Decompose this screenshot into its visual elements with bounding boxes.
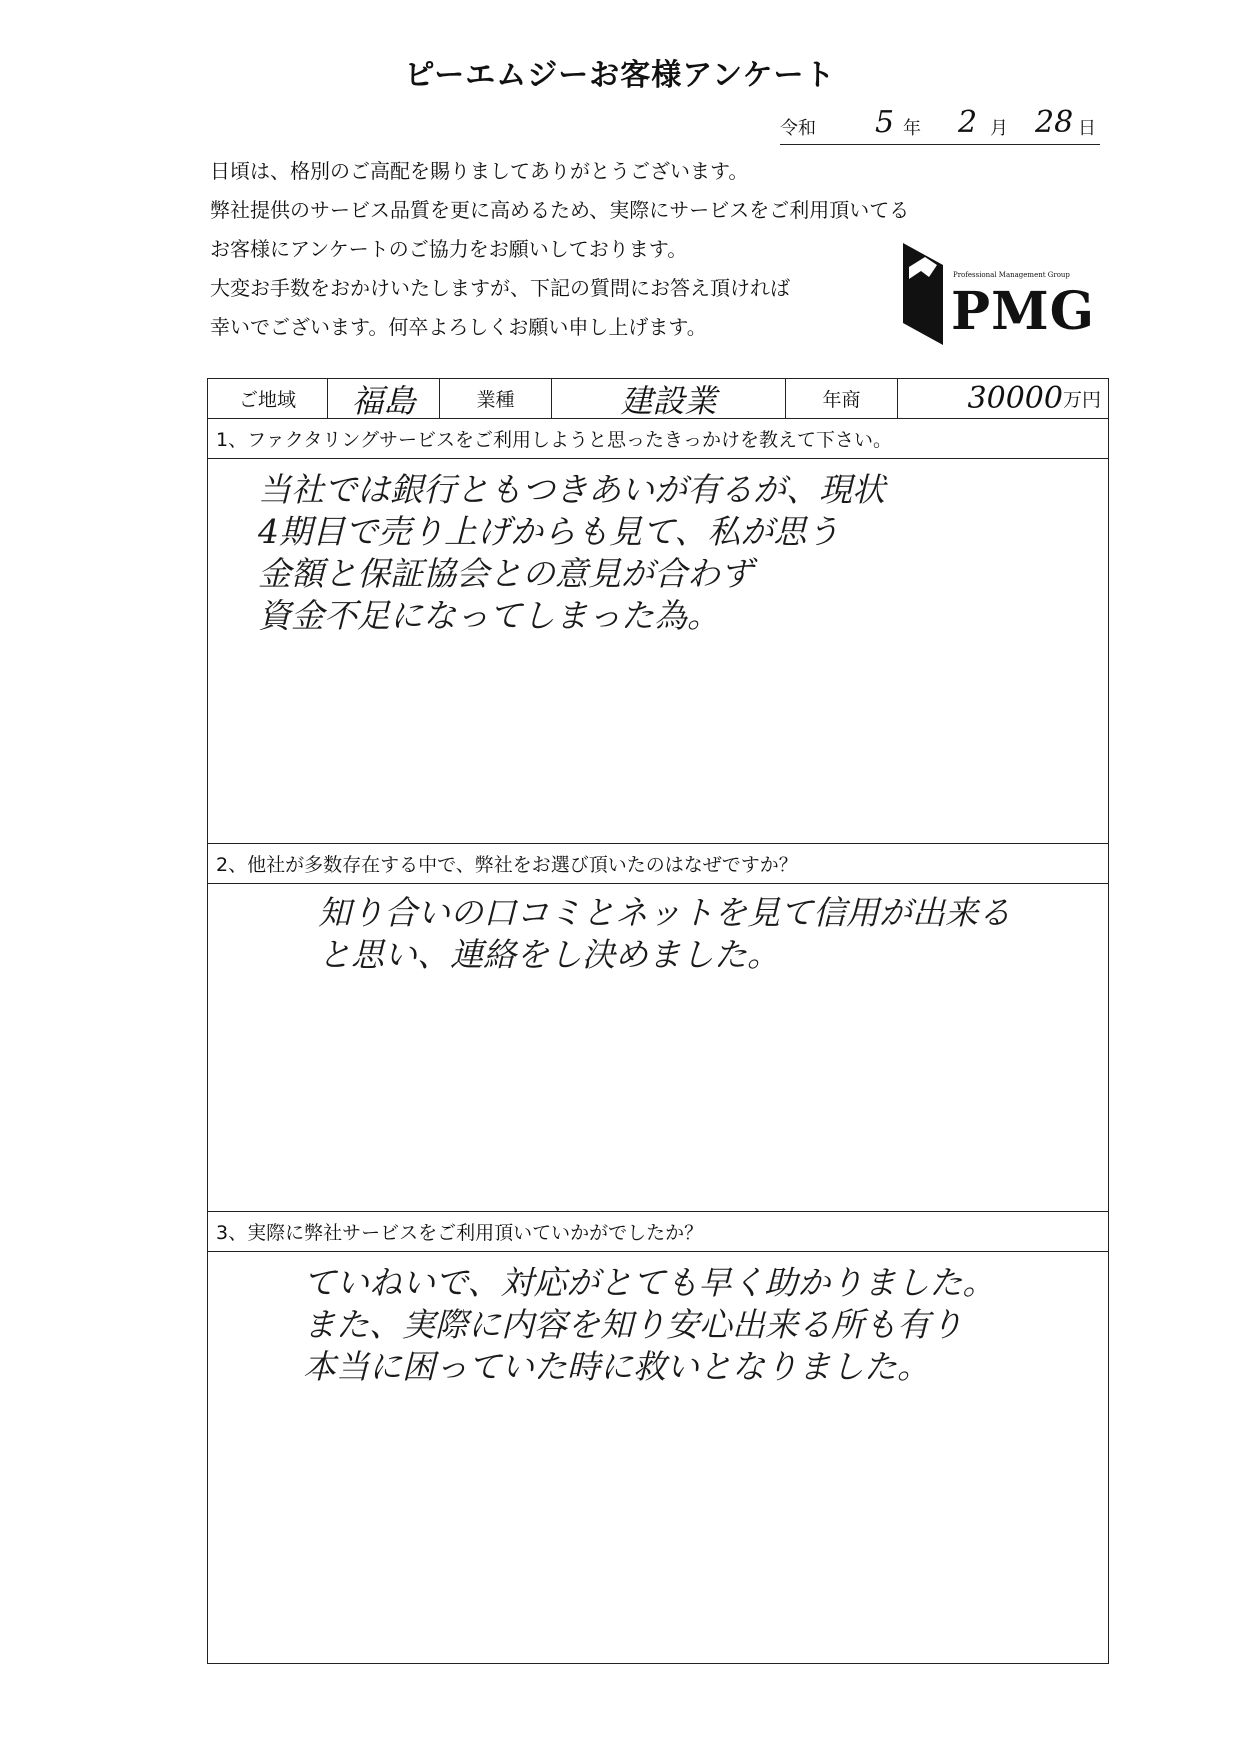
page-title: ピーエムジーお客様アンケート [404, 58, 836, 93]
answer-line: 当社では銀行ともつきあいが有るが、現状 [258, 470, 885, 509]
answer-line: ていねいで、対応がとても早く助かりました。 [303, 1263, 996, 1302]
date-day-unit: 日 [1078, 118, 1096, 139]
industry-value: 建設業 [552, 379, 786, 418]
answer-1-box [208, 459, 1108, 844]
answer-line: また、実際に内容を知り安心出来る所も有り [303, 1305, 963, 1344]
answer-3-text [303, 1262, 995, 1388]
answer-2-text [318, 892, 1011, 976]
revenue-field [898, 379, 1107, 418]
intro-line: お客様にアンケートのご協力をお願いしております。 [210, 237, 688, 261]
revenue-unit: 万円 [1062, 389, 1101, 411]
info-row [208, 379, 1108, 419]
date-day-value: 28 [1035, 105, 1074, 140]
industry-label: 業種 [440, 379, 552, 418]
date-year-value: 5 [875, 105, 895, 140]
intro-line: 大変お手数をおかけいたしますが、下記の質問にお答え頂ければ [210, 276, 790, 300]
logo-mark-icon [903, 243, 949, 345]
answer-2-box [208, 884, 1108, 1212]
region-value: 福島 [328, 379, 440, 418]
date-era: 令和 [780, 118, 816, 139]
answer-line: 4期目で売り上げからも見て、私が思う [258, 512, 840, 551]
answer-line: 金額と保証協会との意見が合わず [258, 554, 753, 593]
intro-line: 弊社提供のサービス品質を更に高めるため、実際にサービスをご利用頂いてる [210, 198, 910, 222]
survey-form [207, 378, 1109, 1664]
answer-1-text [258, 469, 885, 637]
date-month-value: 2 [958, 105, 978, 140]
answer-line: と思い、連絡をし決めました。 [318, 935, 780, 974]
question-2-label: 2、他社が多数存在する中で、弊社をお選び頂いたのはなぜですか？ [208, 844, 1108, 884]
answer-line: 資金不足になってしまった為。 [258, 596, 720, 635]
intro-text [210, 152, 1010, 347]
answer-line: 本当に困っていた時に救いとなりました。 [303, 1347, 930, 1386]
question-1-label: 1、ファクタリングサービスをご利用しようと思ったきっかけを教えて下さい。 [208, 419, 1108, 459]
answer-3-box [208, 1252, 1108, 1662]
revenue-value: 30000 [967, 381, 1063, 416]
answer-line: 知り合いの口コミとネットを見て信用が出来る [318, 893, 1011, 932]
date-field [780, 105, 1100, 145]
pmg-logo [903, 243, 1103, 345]
date-year-unit: 年 [903, 118, 921, 139]
intro-line: 幸いでございます。何卒よろしくお願い申し上げます。 [210, 315, 707, 339]
logo-subtitle: Professional Management Group [953, 271, 1070, 279]
intro-line: 日頃は、格別のご高配を賜りましてありがとうございます。 [210, 159, 749, 183]
region-label: ご地域 [208, 379, 328, 418]
logo-text: PMG [951, 281, 1096, 342]
question-3-label: 3、実際に弊社サービスをご利用頂いていかがでしたか？ [208, 1212, 1108, 1252]
revenue-label: 年商 [786, 379, 898, 418]
date-month-unit: 月 [990, 118, 1008, 139]
